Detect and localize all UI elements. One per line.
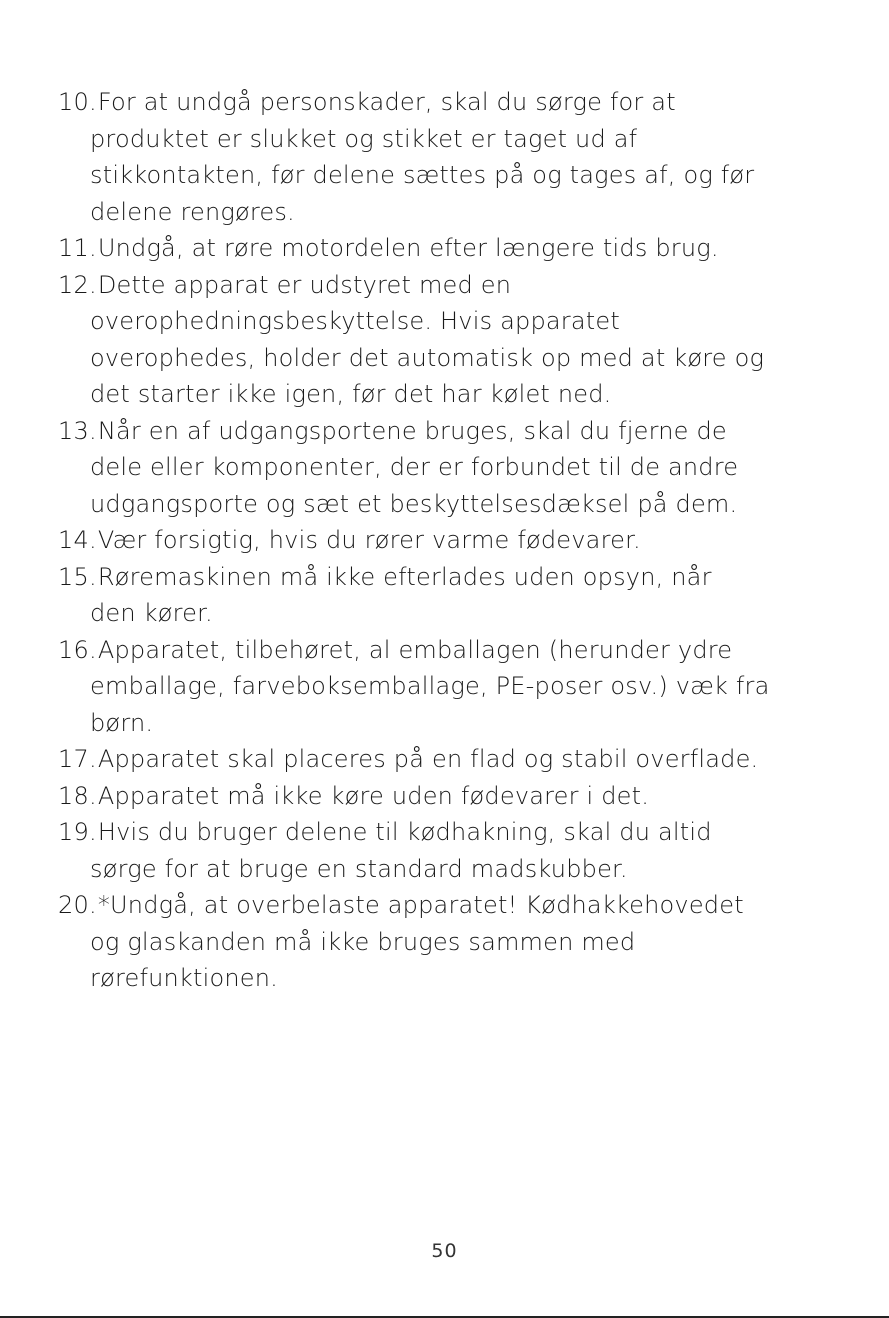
item-text bbox=[90, 522, 878, 559]
item-number: 17. bbox=[58, 745, 97, 773]
list-item bbox=[58, 559, 878, 632]
list-item bbox=[58, 522, 878, 559]
item-number: 14. bbox=[58, 526, 97, 554]
item-line: det starter ikke igen, før det har kølet ned. bbox=[90, 380, 612, 408]
item-text bbox=[90, 84, 878, 230]
item-text bbox=[90, 887, 878, 997]
item-text bbox=[90, 778, 878, 815]
item-line: Dette apparat er udstyret med en bbox=[90, 270, 512, 299]
item-line: Når en af udgangsportene bruges, skal du fjerne de bbox=[90, 416, 727, 445]
list-item bbox=[58, 632, 878, 742]
item-number: 12. bbox=[58, 270, 97, 299]
list-item bbox=[58, 413, 878, 523]
item-line: Hvis du bruger delene til kødhakning, skal du altid bbox=[90, 818, 712, 846]
item-text bbox=[90, 559, 878, 632]
item-number: 10. bbox=[58, 88, 97, 116]
item-number: 16. bbox=[58, 635, 97, 664]
list-item bbox=[58, 814, 878, 887]
item-line: børn. bbox=[90, 708, 154, 737]
item-line: rørefunktionen. bbox=[90, 964, 279, 992]
item-number: 20. bbox=[58, 891, 97, 919]
item-line: den kører. bbox=[90, 599, 213, 627]
item-line: Apparatet må ikke køre uden fødevarer i det. bbox=[90, 781, 650, 810]
item-number: 18. bbox=[58, 781, 97, 810]
item-line: Vær forsigtig, hvis du rører varme fødevarer. bbox=[90, 526, 641, 554]
item-line: stikkontakten, før delene sættes på og tages af, og før bbox=[90, 161, 755, 189]
list-item bbox=[58, 84, 878, 230]
item-line: udgangsporte og sæt et beskyttelsesdæksel på dem. bbox=[90, 489, 738, 518]
item-text bbox=[90, 814, 878, 887]
safety-instructions-list bbox=[58, 84, 878, 997]
list-item bbox=[58, 887, 878, 997]
item-number: 11. bbox=[58, 234, 97, 262]
item-line: For at undgå personskader, skal du sørge for at bbox=[90, 88, 676, 116]
item-line: sørge for at bruge en standard madskubber. bbox=[90, 854, 628, 883]
item-text bbox=[90, 741, 878, 778]
list-item bbox=[58, 778, 878, 815]
item-line: dele eller komponenter, der er forbundet til de andre bbox=[90, 453, 739, 481]
item-line: *Undgå, at overbelaste apparatet! Kødhakkehovedet bbox=[90, 891, 744, 919]
list-item bbox=[58, 741, 878, 778]
item-line: og glaskanden må ikke bruges sammen med bbox=[90, 927, 636, 956]
item-line: overophedningsbeskyttelse. Hvis apparatet bbox=[90, 307, 620, 335]
item-number: 13. bbox=[58, 416, 97, 445]
item-line: Røremaskinen må ikke efterlades uden opsyn, når bbox=[90, 562, 712, 591]
list-item bbox=[58, 267, 878, 413]
item-text bbox=[90, 413, 878, 523]
item-text bbox=[90, 230, 878, 267]
item-text bbox=[90, 632, 878, 742]
page-number: 50 bbox=[431, 1240, 458, 1262]
item-line: emballage, farveboksemballage, PE-poser osv.) væk fra bbox=[90, 672, 770, 700]
list-item bbox=[58, 230, 878, 267]
item-line: Undgå, at røre motordelen efter længere tids brug. bbox=[90, 234, 719, 262]
item-line: overophedes, holder det automatisk op med at køre og bbox=[90, 343, 765, 372]
item-number: 19. bbox=[58, 818, 97, 846]
item-line: produktet er slukket og stikket er taget ud af bbox=[90, 124, 638, 153]
item-text bbox=[90, 267, 878, 413]
item-line: Apparatet skal placeres på en flad og stabil overflade. bbox=[90, 745, 759, 773]
item-line: delene rengøres. bbox=[90, 197, 295, 226]
item-line: Apparatet, tilbehøret, al emballagen (herunder ydre bbox=[90, 635, 733, 664]
item-number: 15. bbox=[58, 562, 97, 591]
